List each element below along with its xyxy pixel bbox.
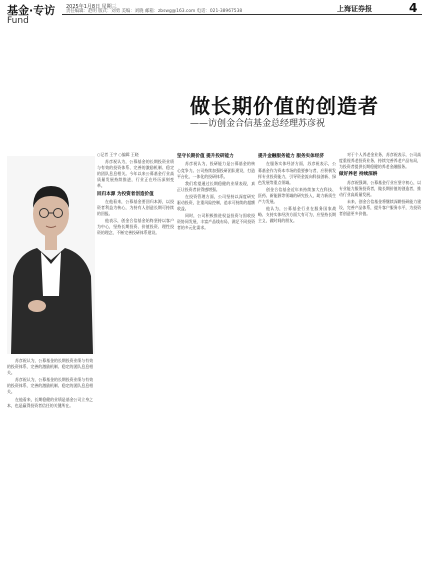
paragraph: 创金合信基金近年来持续加大在科技、医药、新能源等领域的研究投入，助力新质生产力发展。 xyxy=(258,186,336,204)
text-column-2 xyxy=(177,152,255,577)
text-column-1 xyxy=(97,152,174,577)
paragraph: 在他看来，公募基金要回归本源，以投资者利益为核心，为持有人创造长期可持续的回报。 xyxy=(97,198,174,217)
paragraph: 我们希望通过长期稳健的业绩表现，真正让投资者获得感增强。 xyxy=(177,180,255,192)
section-heading: 做好养老 持续深耕 xyxy=(339,172,378,178)
section-heading: 坚守长期价值 提升投研能力 xyxy=(177,154,234,159)
paragraph: 他表示，创金合信基金始终坚持以客户为中心，坚持长期投资、价值投资、理性投资的理念，不断完善投研体系建设。 xyxy=(97,218,174,236)
text-column-left xyxy=(7,358,93,578)
paragraph: 在投资管理方面，公司坚持以深度研究驱动投资，注重风险控制，追求可持续的超额收益。 xyxy=(177,193,255,212)
paragraph: 他认为，公募基金行业在服务国家战略、支持实体经济方面大有可为，应坚持长期主义，做时间的朋友。 xyxy=(258,206,336,224)
byline: ○记者 王宇 ○编辑 王晓 xyxy=(97,152,139,157)
section-heading: 回归本源 为投资者创造价值 xyxy=(97,191,154,197)
article-subheadline: ——访创金合信基金总经理苏彦祝 xyxy=(190,119,326,129)
section-heading: 提升金融服务能力 服务实体经济 xyxy=(258,154,324,159)
paragraph: 在服务实体经济方面，苏彦祝表示，公募基金作为资本市场的重要参与者，应积极发挥专业投资能力，引导资金流向科技创新、绿色发展等重点领域。 xyxy=(258,161,336,185)
section-subtitle: Fund xyxy=(7,16,29,26)
portrait-illustration xyxy=(7,156,95,354)
paragraph: 未来，创金合信基金将继续深耕投研能力建设，完善产品体系，提升客户服务水平，为投资者创造更多价值。 xyxy=(339,198,421,217)
paragraph: 在他看来，长期稳健的业绩是基金公司立身之本，也是赢得投资者信任的关键所在。 xyxy=(7,396,93,408)
newspaper-name: 上海证券报 xyxy=(337,4,372,13)
portrait-photo xyxy=(7,156,95,354)
paragraph: 同时，公司积极推进权益投资与固收投资协同发展，丰富产品线布局，满足不同投资者的多元化需求。 xyxy=(177,213,255,231)
paragraph: 苏彦祝强调，公募基金行业应坚守初心，以专业能力服务投资者，做长期价值的创造者，推动行业高质量发展。 xyxy=(339,179,421,197)
header-rule xyxy=(62,14,422,15)
issue-date: 2025年1月8日 星期三 xyxy=(66,4,117,10)
text-column-3 xyxy=(258,152,336,577)
photo-caption: 苏彦祝认为，公募基金的长期投资业绩与有效的投资体系、完善的激励机制、稳定的团队息息相关。 xyxy=(7,358,93,376)
paragraph: 苏彦祝认为，公募基金的长期投资业绩与有效的投资体系、完善的激励机制、稳定的团队息息相关。今年以来公募基金行业高质量发展持续推进，行业正在经历深刻变革。 xyxy=(97,159,174,189)
paragraph: 对于个人养老金业务，苏彦祝表示，公司高度重视养老投资业务，持续完善养老产品布局，为投资者提供长期稳健的养老金融服务。 xyxy=(339,152,421,170)
paragraph: 苏彦祝认为，公募基金的长期投资业绩与有效的投资体系、完善的激励机制、稳定的团队息息相关。 xyxy=(7,377,93,395)
article-headline: 做长期价值的创造者 xyxy=(190,94,379,118)
section-title: 基金·专访 xyxy=(7,4,56,17)
editor-info: 责任编辑：赵明 版式：刘勇 美编：刘晓 邮箱：zbswg@163.com 电话：021-38967538 xyxy=(66,9,243,14)
text-column-4 xyxy=(339,152,421,577)
page-number: 4 xyxy=(409,1,418,15)
paragraph: 苏彦祝认为，投研能力是公募基金的核心竞争力。公司持续加强投研团队建设，打造平台化、一体化的投研体系。 xyxy=(177,161,255,179)
